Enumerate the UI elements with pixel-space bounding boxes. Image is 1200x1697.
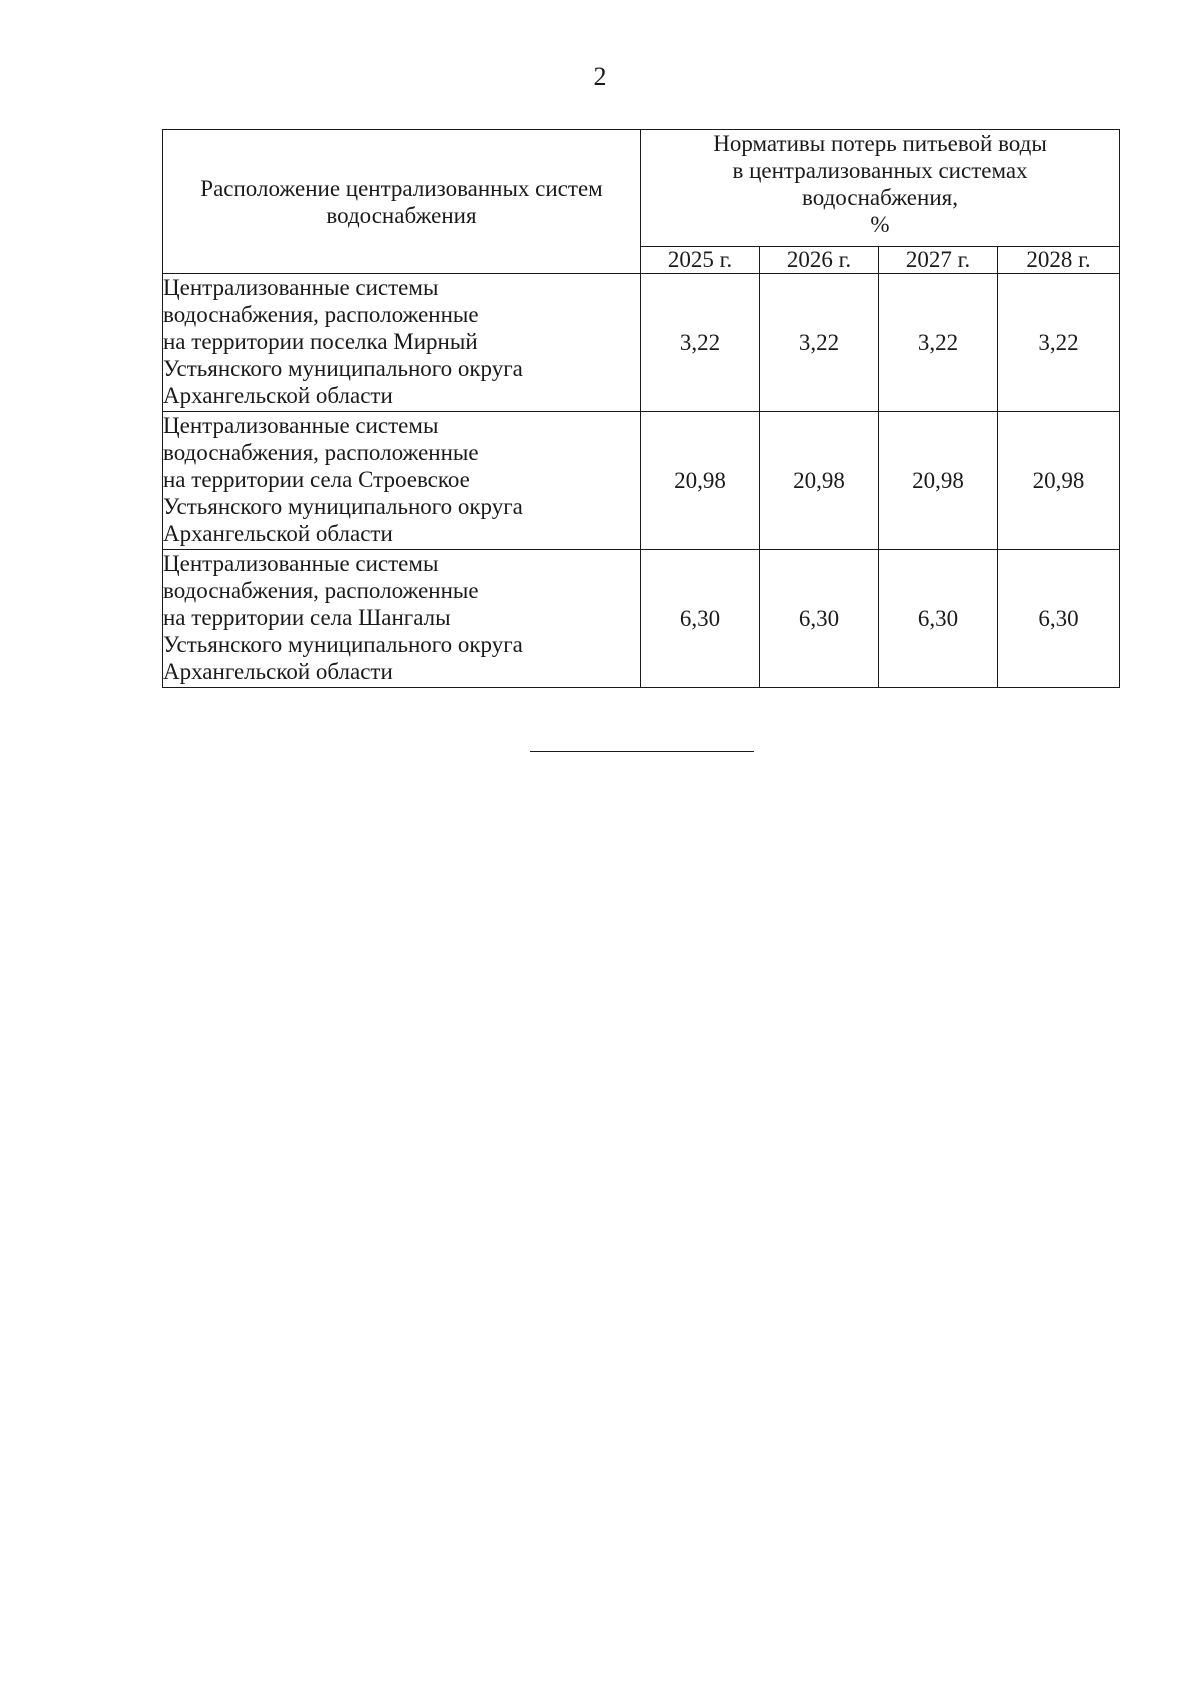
value-cell-2026: 6,30 [760, 550, 879, 688]
table-row [163, 550, 1120, 688]
header-norms-line: в централизованных системах [732, 158, 1028, 183]
header-norms-group [641, 130, 1120, 247]
location-line: на территории села Шангалы [163, 605, 451, 630]
location-line: Централизованные системы [163, 275, 439, 300]
value-cell-2028: 3,22 [998, 274, 1120, 412]
location-line: Устьянского муниципального округа [163, 494, 523, 519]
value-cell-2028: 20,98 [998, 412, 1120, 550]
table-row [163, 274, 1120, 412]
location-line: водоснабжения, расположенные [163, 302, 479, 327]
header-norms-line: водоснабжения, [802, 185, 958, 210]
header-year-2028: 2028 г. [998, 247, 1120, 274]
header-year-2025: 2025 г. [641, 247, 760, 274]
location-line: Устьянского муниципального округа [163, 632, 523, 657]
location-line: водоснабжения, расположенные [163, 440, 479, 465]
value-cell-2025: 3,22 [641, 274, 760, 412]
value-cell-2027: 3,22 [879, 274, 998, 412]
location-line: Устьянского муниципального округа [163, 356, 523, 381]
location-line: на территории села Строевское [163, 467, 470, 492]
location-cell [163, 412, 641, 550]
header-norms-line: Нормативы потерь питьевой воды [713, 131, 1047, 156]
table-header-row [163, 130, 1120, 247]
value-cell-2026: 3,22 [760, 274, 879, 412]
value-cell-2025: 6,30 [641, 550, 760, 688]
value-cell-2027: 6,30 [879, 550, 998, 688]
value-cell-2025: 20,98 [641, 412, 760, 550]
location-cell [163, 274, 641, 412]
location-line: водоснабжения, расположенные [163, 578, 479, 603]
location-line: Архангельской области [163, 521, 393, 546]
value-cell-2028: 6,30 [998, 550, 1120, 688]
location-line: Архангельской области [163, 383, 393, 408]
water-loss-norms-table [162, 129, 1120, 688]
header-location: Расположение централизованных систем водоснабжения [163, 130, 641, 274]
value-cell-2027: 20,98 [879, 412, 998, 550]
header-norms-unit: % [870, 212, 890, 237]
location-cell [163, 550, 641, 688]
location-line: Архангельской области [163, 659, 393, 684]
header-year-2027: 2027 г. [879, 247, 998, 274]
value-cell-2026: 20,98 [760, 412, 879, 550]
header-year-2026: 2026 г. [760, 247, 879, 274]
location-line: Централизованные системы [163, 413, 439, 438]
location-line: Централизованные системы [163, 551, 439, 576]
closing-separator-line [530, 751, 754, 752]
table-row [163, 412, 1120, 550]
page-number: 2 [593, 62, 607, 91]
location-line: на территории поселка Мирный [163, 329, 478, 354]
